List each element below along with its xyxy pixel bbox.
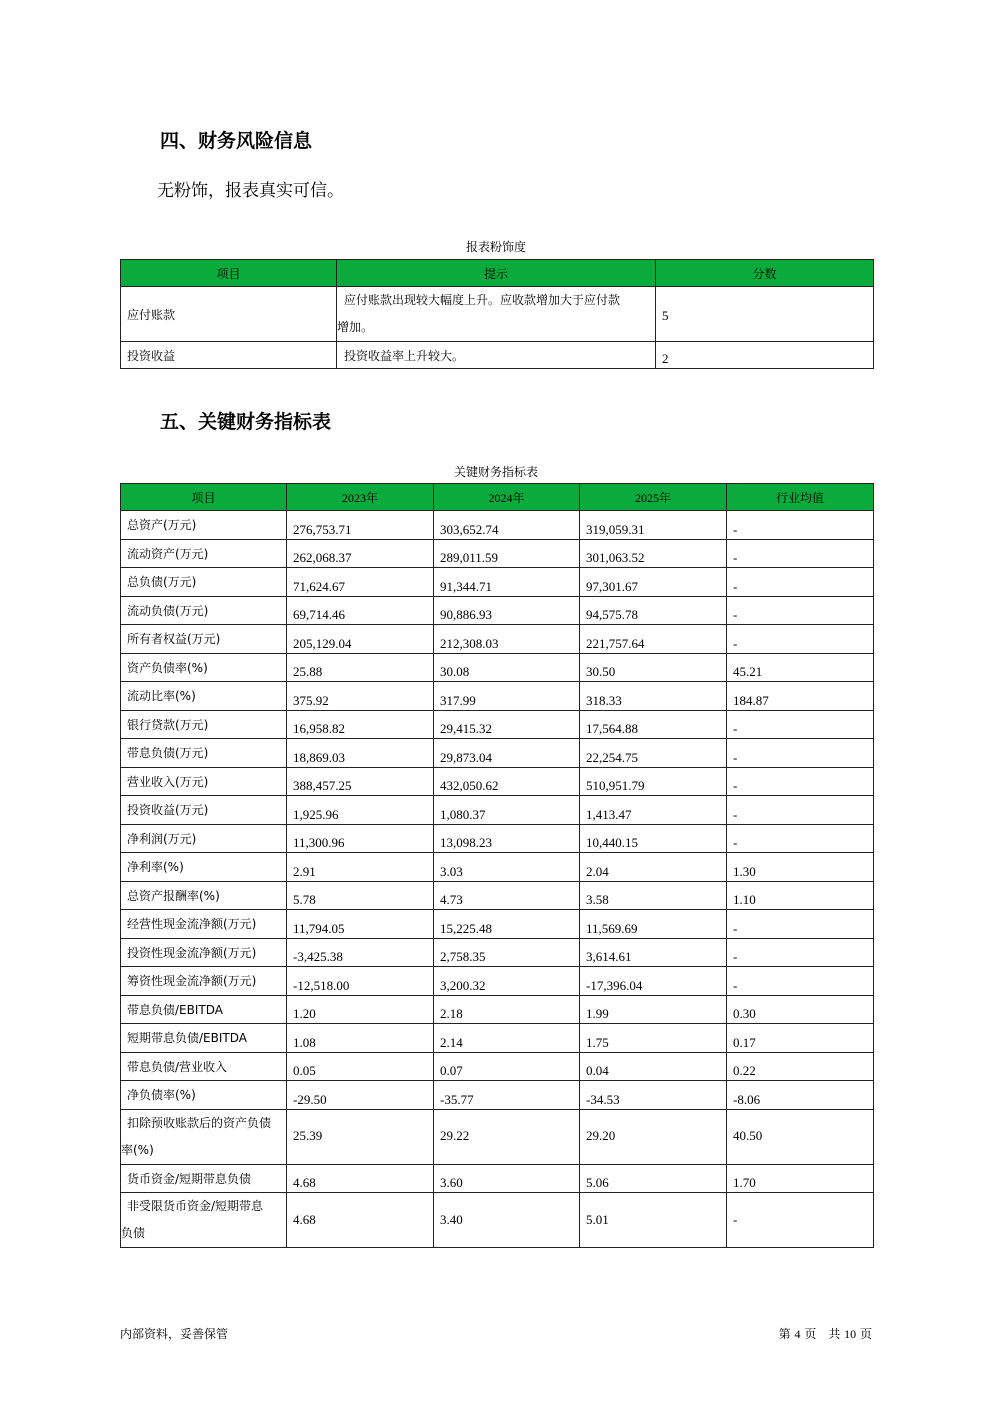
row-label: 所有者权益(万元) [121, 625, 287, 654]
row-industry-avg: 1.30 [727, 853, 874, 882]
row-2024: 303,652.74 [434, 511, 580, 540]
row-2023: 5.78 [287, 881, 434, 910]
col-header-hint: 提示 [337, 260, 656, 287]
key-financial-table-body [121, 511, 874, 1248]
row-2024: 4.73 [434, 881, 580, 910]
row-item: 应付账款 [121, 287, 337, 342]
row-hint [337, 287, 656, 342]
table-row [121, 1052, 874, 1081]
row-label: 非受限货币资金/短期带息 负债 [121, 1193, 287, 1248]
row-2023: 11,794.05 [287, 910, 434, 939]
row-2025: 29.20 [580, 1109, 727, 1164]
table1-caption: 报表粉饰度 [465, 240, 526, 254]
table-row [121, 539, 874, 568]
footer-page-suffix: 页 [859, 1327, 872, 1341]
row-industry-avg: - [727, 539, 874, 568]
row-industry-avg: 1.70 [727, 1164, 874, 1193]
table-row [121, 796, 874, 825]
row-2025: 1.75 [580, 1024, 727, 1053]
row-2024: 1,080.37 [434, 796, 580, 825]
row-2025: 3,614.61 [580, 938, 727, 967]
row-2025: 10,440.15 [580, 824, 727, 853]
row-2023: 16,958.82 [287, 710, 434, 739]
section4-summary: 无粉饰，报表真实可信。 [157, 181, 344, 201]
row-2024: -35.77 [434, 1081, 580, 1110]
row-2024: 289,011.59 [434, 539, 580, 568]
row-2025: 510,951.79 [580, 767, 727, 796]
row-label: 带息负债/EBITDA [121, 995, 287, 1024]
row-2023: 388,457.25 [287, 767, 434, 796]
row-2025: 221,757.64 [580, 625, 727, 654]
row-label: 短期带息负债/EBITDA [121, 1024, 287, 1053]
row-2023: 11,300.96 [287, 824, 434, 853]
row-2024: 15,225.48 [434, 910, 580, 939]
row-industry-avg: - [727, 710, 874, 739]
row-2024: 91,344.71 [434, 568, 580, 597]
row-label: 带息负债/营业收入 [121, 1052, 287, 1081]
row-industry-avg: - [727, 767, 874, 796]
row-2023: 2.91 [287, 853, 434, 882]
row-industry-avg: 0.30 [727, 995, 874, 1024]
row-industry-avg: 184.87 [727, 682, 874, 711]
row-2024: 317.99 [434, 682, 580, 711]
row-label: 银行贷款(万元) [121, 710, 287, 739]
row-industry-avg: 0.22 [727, 1052, 874, 1081]
row-2023: 205,129.04 [287, 625, 434, 654]
row-2023: 25.39 [287, 1109, 434, 1164]
row-label: 净利润(万元) [121, 824, 287, 853]
row-2025: 319,059.31 [580, 511, 727, 540]
row-2024: 2.18 [434, 995, 580, 1024]
row-industry-avg: - [727, 568, 874, 597]
footer-page-prefix: 第 [778, 1327, 791, 1341]
row-label: 投资性现金流净额(万元) [121, 938, 287, 967]
row-2023: 262,068.37 [287, 539, 434, 568]
section5-title: 五、关键财务指标表 [160, 411, 332, 433]
table-row [121, 824, 874, 853]
table-row [121, 881, 874, 910]
row-industry-avg: 45.21 [727, 653, 874, 682]
row-label: 流动比率(%) [121, 682, 287, 711]
row-2025: 5.06 [580, 1164, 727, 1193]
table-row [121, 342, 874, 369]
row-industry-avg: - [727, 796, 874, 825]
row-2024: 29,415.32 [434, 710, 580, 739]
row-2024: 13,098.23 [434, 824, 580, 853]
table-header-row [121, 484, 874, 511]
row-2024: 212,308.03 [434, 625, 580, 654]
row-2025: -17,396.04 [580, 967, 727, 996]
table-row [121, 910, 874, 939]
key-financial-table [120, 483, 874, 1248]
footer-page-total: 10 [844, 1327, 857, 1341]
row-2024: 90,886.93 [434, 596, 580, 625]
row-label: 净利率(%) [121, 853, 287, 882]
row-2025: 318.33 [580, 682, 727, 711]
row-2023: 1.20 [287, 995, 434, 1024]
section4-title: 四、财务风险信息 [160, 130, 313, 152]
row-2025: 0.04 [580, 1052, 727, 1081]
row-2024: 432,050.62 [434, 767, 580, 796]
table-row [121, 853, 874, 882]
row-industry-avg: 0.17 [727, 1024, 874, 1053]
row-label: 总资产(万元) [121, 511, 287, 540]
row-2023: 4.68 [287, 1164, 434, 1193]
row-item: 投资收益 [121, 342, 337, 369]
row-hint [337, 342, 656, 369]
row-2025: 94,575.78 [580, 596, 727, 625]
row-2023: -12,518.00 [287, 967, 434, 996]
row-label: 净负债率(%) [121, 1081, 287, 1110]
row-2024: 3.40 [434, 1193, 580, 1248]
col-header-item: 项目 [121, 260, 337, 287]
row-label: 货币资金/短期带息负债 [121, 1164, 287, 1193]
row-hint-line2: 增加。 [337, 320, 374, 334]
table-row [121, 568, 874, 597]
table-row [121, 511, 874, 540]
row-2025: 1.99 [580, 995, 727, 1024]
row-industry-avg: - [727, 625, 874, 654]
table-row [121, 967, 874, 996]
table-row [121, 653, 874, 682]
row-2025: 17,564.88 [580, 710, 727, 739]
row-label: 流动资产(万元) [121, 539, 287, 568]
table-row [121, 596, 874, 625]
row-hint-line1: 应付账款出现较大幅度上升。应收款增加大于应付款 [344, 293, 621, 307]
row-label: 总资产报酬率(%) [121, 881, 287, 910]
row-industry-avg: - [727, 967, 874, 996]
row-industry-avg: - [727, 1193, 874, 1248]
footer-page-info [779, 1325, 872, 1342]
row-score: 5 [656, 287, 874, 342]
footer-confidential: 内部资料，妥善保管 [120, 1327, 229, 1341]
row-2025: 30.50 [580, 653, 727, 682]
row-label: 经营性现金流净额(万元) [121, 910, 287, 939]
table-row [121, 1164, 874, 1193]
row-2024: 29.22 [434, 1109, 580, 1164]
row-2025: 2.04 [580, 853, 727, 882]
table-row [121, 1081, 874, 1110]
row-2023: 375.92 [287, 682, 434, 711]
row-label: 营业收入(万元) [121, 767, 287, 796]
row-2023: 276,753.71 [287, 511, 434, 540]
row-industry-avg: - [727, 938, 874, 967]
footer-page-mid: 页 共 [804, 1327, 841, 1341]
row-2023: 69,714.46 [287, 596, 434, 625]
table-row [121, 1193, 874, 1248]
table-row [121, 739, 874, 768]
row-hint-line1: 投资收益率上升较大。 [344, 348, 465, 363]
row-2024: 29,873.04 [434, 739, 580, 768]
col-header-2024: 2024年 [434, 484, 580, 511]
row-2025: 11,569.69 [580, 910, 727, 939]
row-2023: 18,869.03 [287, 739, 434, 768]
row-2024: 30.08 [434, 653, 580, 682]
table2-caption: 关键财务指标表 [453, 465, 538, 479]
row-industry-avg: - [727, 739, 874, 768]
row-2024: 2.14 [434, 1024, 580, 1053]
row-2024: 3.60 [434, 1164, 580, 1193]
row-2025: 5.01 [580, 1193, 727, 1248]
table-row [121, 1109, 874, 1164]
whitewash-table [120, 259, 874, 369]
col-header-2025: 2025年 [580, 484, 727, 511]
row-2023: 1,925.96 [287, 796, 434, 825]
row-2025: 301,063.52 [580, 539, 727, 568]
row-label: 投资收益(万元) [121, 796, 287, 825]
row-2023: -29.50 [287, 1081, 434, 1110]
row-label: 带息负债(万元) [121, 739, 287, 768]
col-header-industry-avg: 行业均值 [727, 484, 874, 511]
row-industry-avg: - [727, 910, 874, 939]
row-score: 2 [656, 342, 874, 369]
table-row [121, 767, 874, 796]
table-row [121, 287, 874, 342]
row-2025: 22,254.75 [580, 739, 727, 768]
row-2023: 4.68 [287, 1193, 434, 1248]
row-industry-avg: - [727, 824, 874, 853]
row-industry-avg: - [727, 596, 874, 625]
row-industry-avg: 40.50 [727, 1109, 874, 1164]
row-2025: 1,413.47 [580, 796, 727, 825]
row-2024: 2,758.35 [434, 938, 580, 967]
table-row [121, 995, 874, 1024]
row-label: 筹资性现金流净额(万元) [121, 967, 287, 996]
row-2023: 0.05 [287, 1052, 434, 1081]
row-2024: 0.07 [434, 1052, 580, 1081]
row-label: 总负债(万元) [121, 568, 287, 597]
row-label: 资产负债率(%) [121, 653, 287, 682]
row-2024: 3.03 [434, 853, 580, 882]
row-label: 流动负债(万元) [121, 596, 287, 625]
table-header-row [121, 260, 874, 287]
col-header-score: 分数 [656, 260, 874, 287]
row-2025: 3.58 [580, 881, 727, 910]
table-row [121, 710, 874, 739]
row-industry-avg: - [727, 511, 874, 540]
row-2023: 1.08 [287, 1024, 434, 1053]
col-header-2023: 2023年 [287, 484, 434, 511]
row-2024: 3,200.32 [434, 967, 580, 996]
row-2025: 97,301.67 [580, 568, 727, 597]
col-header-item: 项目 [121, 484, 287, 511]
table-row [121, 938, 874, 967]
row-label: 扣除预收账款后的资产负债 率(%) [121, 1109, 287, 1164]
row-industry-avg: 1.10 [727, 881, 874, 910]
row-2023: 25.88 [287, 653, 434, 682]
row-2025: -34.53 [580, 1081, 727, 1110]
table-row [121, 682, 874, 711]
row-2023: 71,624.67 [287, 568, 434, 597]
footer-page-num: 4 [794, 1327, 801, 1341]
row-2023: -3,425.38 [287, 938, 434, 967]
table-row [121, 1024, 874, 1053]
table-row [121, 625, 874, 654]
row-industry-avg: -8.06 [727, 1081, 874, 1110]
